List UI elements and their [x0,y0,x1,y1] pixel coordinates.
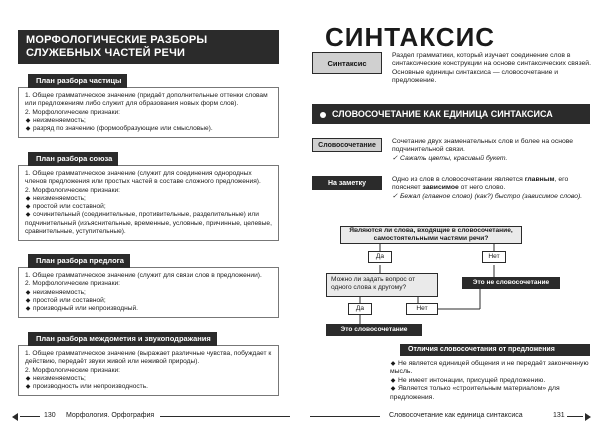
plan-bullet: ◆ простой или составной; [25,296,106,304]
diagram-yes-2: Да [348,303,372,315]
diamond-bullet-icon: ◆ [25,384,31,391]
plan-bullet: ◆ сочинительный (соединительные, противительные, разделительные) или подчинительный (изъяснительные, временные, условные, причинные, целевые, сравнительные, уступительные). [25,211,272,236]
note-text: Одно из слов в словосочетании является главным, его поясняет зависимое от него слово. ✓ Бежал (главное слово) (как?) быстро (зависимое слово). [392,176,583,200]
plan-bullet: ◆ простой или составной; [25,203,106,211]
plan-bullet: ◆ неизменяемость; [25,194,86,202]
plan-line: 1. Общее грамматическое значение (служит для связи слов в предложении). [25,272,262,279]
plan-line: 2. Морфологические признаки: [25,108,120,116]
plan-bullet: ◆ неизменяемость; [25,288,86,296]
differences-list [390,360,590,402]
diagram-question-1: Являются ли слова, входящие в словосочетание, самостоятельными частями речи? [340,226,522,244]
diamond-bullet-icon: ◆ [25,375,31,382]
checkmark-icon: ✓ [392,154,398,162]
plan-bullet: ◆ неизменяемость; [25,116,86,124]
diamond-bullet-icon: ◆ [25,204,31,211]
plan-line: 2. Морфологические признаки: [25,366,120,374]
plan-title: План разбора междометия и звукоподражания [28,332,217,346]
syntax-definition-text: Раздел грамматики, который изучает соединение слов в синтаксические конструкции на основе синтаксических связей. Основные единицы синтаксиса — словосочетание и предложение. [392,52,591,85]
diagram-result-no: Это не словосочетание [462,277,560,289]
page-number: 130 [44,412,56,419]
diamond-bullet-icon: ◆ [25,212,31,219]
phrase-definition-text: Сочетание двух знаменательных слов и более на основе подчинительной связи. ✓ Сажать цветы, красивый букет. [392,138,574,162]
diamond-bullet-icon: ◆ [25,117,31,124]
diamond-bullet-icon: ◆ [390,377,396,384]
plan-line: 1. Общее грамматическое значение (выражает различные чувства, побуждает к действию, передаёт звуки живой или неживой природы). [25,350,272,366]
list-item: ◆ Не имеет интонации, присущей предложению. [390,376,546,384]
diamond-bullet-icon: ◆ [390,386,396,393]
plan-bullet: ◆ производный или непроизводный. [25,305,138,313]
section-header: СЛОВОСОЧЕТАНИЕ КАК ЕДИНИЦА СИНТАКСИСА [312,104,590,124]
plan-title: План разбора частицы [28,74,127,88]
plan-line: 2. Морфологические признаки: [25,186,120,194]
list-item: ◆ Является только «строительным материалом» для предложения. [390,385,560,401]
diamond-bullet-icon: ◆ [25,126,31,133]
plan-bullet: ◆ разряд по значению (формообразующие или смысловые). [25,125,213,133]
right-footer [305,411,600,423]
plan-line: 1. Общее грамматическое значение (придаёт дополнительные оттенки словам или предложениям либо служит для образования новых форм слов). [25,92,268,108]
plan-line: 1. Общее грамматическое значение (служит для соединения однородных членов предложения или простых частей в составе сложного предложения). [25,170,261,186]
diamond-bullet-icon: ◆ [25,297,31,304]
plan-bullet: ◆ производность или непроизводность. [25,383,148,391]
diagram-no-1: Нет [482,251,506,263]
note-label: На заметку [312,176,382,190]
page-number: 131 [553,412,565,419]
differences-title: Отличия словосочетания от предложения [400,344,590,356]
diamond-bullet-icon: ◆ [25,306,31,313]
right-arrow-icon [585,413,591,421]
diagram-no-2: Нет [406,303,438,315]
plan-line: 2. Морфологические признаки: [25,280,120,288]
checkmark-icon: ✓ [392,192,398,200]
diamond-bullet-icon: ◆ [25,195,31,202]
diamond-bullet-icon: ◆ [390,361,396,367]
footer-section: Словосочетание как единица синтаксиса [389,412,523,419]
diamond-bullet-icon: ◆ [25,289,31,296]
plan-title: План разбора союза [28,152,118,166]
left-page-header: МОРФОЛОГИЧЕСКИЕ РАЗБОРЫ СЛУЖЕБНЫХ ЧАСТЕЙ РЕЧИ [18,30,279,64]
diagram-question-2: Можно ли задать вопрос от одного слова к другому? [326,273,438,297]
diagram-result-yes: Это словосочетание [326,324,422,336]
syntax-label: Синтаксис [312,52,382,74]
phrase-label: Словосочетание [312,138,382,152]
footer-section: Морфология. Орфография [66,412,155,419]
chapter-title: СИНТАКСИС [325,22,496,52]
list-item: ◆ Не является единицей общения и не передаёт законченную мысль. [390,360,589,376]
plan-title: План разбора предлога [28,254,130,268]
diagram-yes-1: Да [368,251,392,263]
plan-bullet: ◆ неизменяемость; [25,374,86,382]
